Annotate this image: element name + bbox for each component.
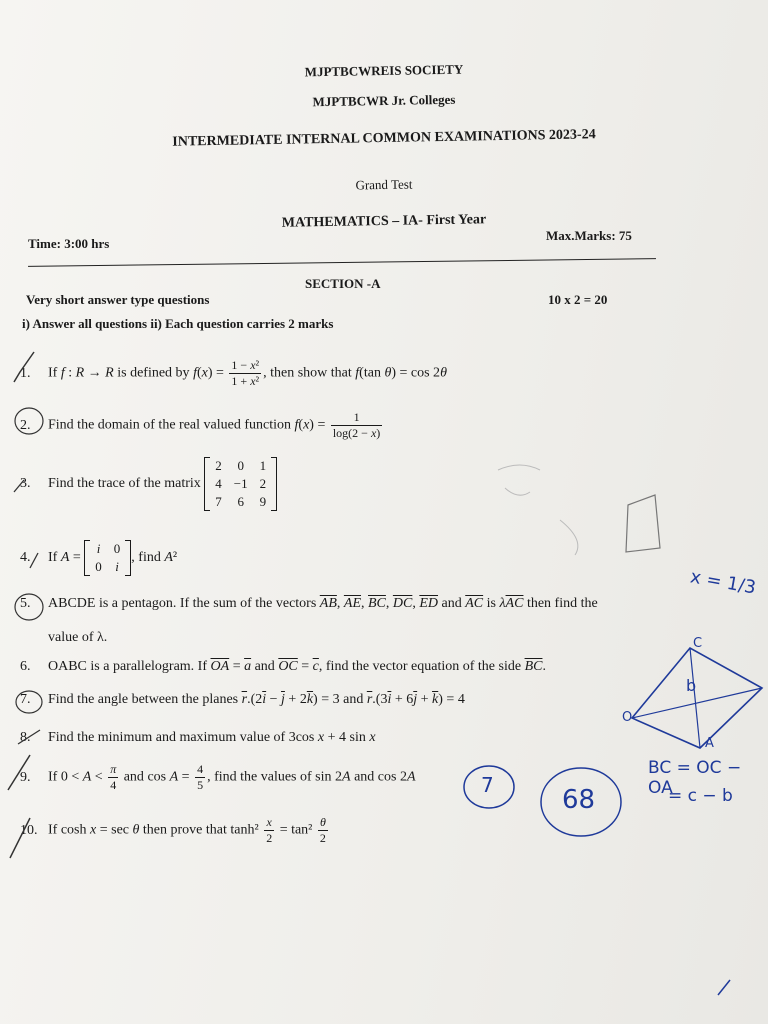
question-number: 7. bbox=[20, 692, 31, 707]
question-number: 6. bbox=[20, 659, 31, 674]
section-title: SECTION -A bbox=[305, 276, 381, 291]
question-number: 2. bbox=[20, 417, 31, 433]
exam-title: INTERMEDIATE INTERNAL COMMON EXAMINATIONS 2023-24 bbox=[172, 127, 596, 150]
question-number: 3. bbox=[20, 476, 31, 492]
question-number: 4. bbox=[20, 550, 31, 566]
handwritten-label-a: A bbox=[705, 736, 714, 751]
handwritten-score-total: 68 bbox=[562, 785, 596, 815]
subject-title: MATHEMATICS – IA- First Year bbox=[281, 212, 487, 231]
society-name: MJPTBCWREIS SOCIETY bbox=[304, 61, 464, 80]
max-marks: Max.Marks: 75 bbox=[546, 228, 632, 243]
handwritten-label-o: O bbox=[622, 710, 633, 725]
matrix: 2 0 1 4 −1 2 7 6 9 bbox=[204, 457, 277, 511]
handwritten-label-b: b bbox=[686, 676, 697, 695]
test-name: Grand Test bbox=[355, 176, 413, 193]
question-number: 8. bbox=[20, 730, 31, 745]
handwritten-x-value: x = 1/3 bbox=[688, 566, 758, 599]
question-number: 5. bbox=[20, 596, 31, 611]
college-name: MJPTBCWR Jr. Colleges bbox=[312, 91, 456, 110]
question-10: 10. If cosh x = sec θ then prove that tanh² $\frac{x}{2}$ = tan² $\frac{\theta}{2}$ bbox=[20, 815, 326, 845]
section-type: Very short answer type questions bbox=[26, 292, 210, 307]
question-5: 5. ABCDE is a pentagon. If the sum of the vectors $\overline{AB}$, $\overline{AE}$, $\overline{BC}$, $\overline{DC}$, $\overline{ED}$ and $\overline{AC}$ is $\lambda\overline{AC}$ then find the bbox=[20, 596, 598, 611]
question-2: 2. Find the domain of the real valued function f(x) = $\frac{1}{\log(2 - x)}$ bbox=[20, 410, 381, 440]
question-9: 9. If 0 < A < $\frac{\pi}{4}$ and cos A = $\frac{4}{5}$ , find the values of sin 2A and cos 2A bbox=[20, 762, 416, 792]
question-5-continued: value of λ. bbox=[48, 630, 108, 645]
question-1: 1. If f : R → R is defined by f(x) = $\frac{\text{1 − x²}}{\text{1 + x²}}$ , then show that f(tan θ) = cos 2θ bbox=[20, 358, 447, 388]
section-instructions: i) Answer all questions ii) Each question carries 2 marks bbox=[22, 316, 334, 331]
question-3: 3. Find the trace of the matrix 2 0 1 4 −1 2 7 6 9 bbox=[20, 457, 277, 511]
handwritten-score-small: 7 bbox=[481, 773, 494, 797]
question-number: 1. bbox=[20, 365, 31, 381]
question-7: 7. Find the angle between the planes $\overline{r}.(2\overline{i} - \overline{j} + 2\overline{k}) = 3$ and $\overline{r}.(3\overline{i} + 6\overline{j} + \overline{k}) = 4$ bbox=[20, 692, 465, 707]
handwritten-label-c: C bbox=[693, 636, 703, 651]
question-number: 10. bbox=[20, 822, 38, 838]
question-6: 6. OABC is a parallelogram. If $\overline{OA} = \overline{a}$ and $\overline{OC} = \overline{c}$, find the vector equation of the side $\overline{BC}$. bbox=[20, 659, 546, 674]
question-8: 8. Find the minimum and maximum value of 3cos x + 4 sin x bbox=[20, 730, 376, 745]
matrix: i 0 0 i bbox=[84, 540, 131, 576]
section-marks: 10 x 2 = 20 bbox=[548, 292, 608, 307]
handwritten-bc-line2: = c − b bbox=[668, 786, 733, 806]
time-allowed: Time: 3:00 hrs bbox=[28, 236, 110, 251]
question-number: 9. bbox=[20, 769, 31, 785]
question-4: 4. If A = i 0 0 i , find A² bbox=[20, 541, 178, 574]
handwritten-bc-line1: BC = OC − OA bbox=[648, 758, 742, 798]
